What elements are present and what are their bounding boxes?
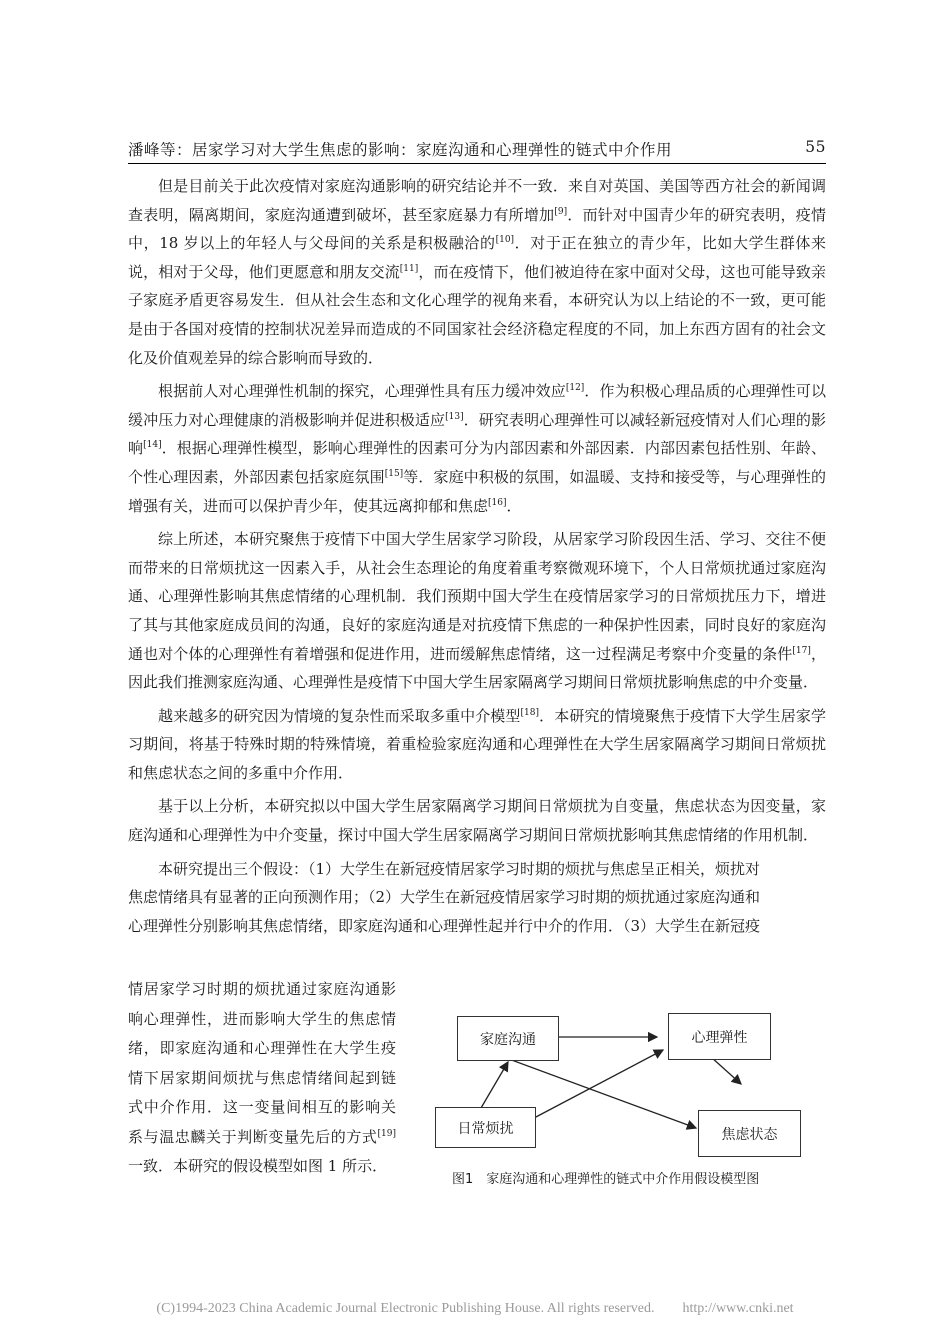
paragraph-text: 等．家庭中积极的氛围，如温暖、支持和接受等，与心理弹性的增强有关，进而可以保护青少年，使其远离抑郁和焦虑 xyxy=(128,467,826,515)
paragraph-text: ．作为积极心理品质的心理弹性可以缓冲压力对心理健康的消极影响并促进积极适应 xyxy=(128,382,826,429)
paragraph-text: 综上所述，本研究聚焦于疫情下中国大学生居家学习阶段，从居家学习阶段因生活、学习、交往不便而带来的日常烦扰这一因素入手，从社会生态理论的角度着重考察微观环境下，个人日常烦扰通过家庭沟通、心理弹性影响其焦虑情绪的心理机制．我们预期中国大学生在疫情居家学习的日常烦扰压力下，增进了其与其他家庭成员间的沟通，良好的家庭沟通是对抗疫情下焦虑的一种保护性因素，同时良好的家庭沟通也对个体的心理弹性有着增强和促进作用，进而缓解焦虑情绪，这一过程满足考察中介变量的条件 xyxy=(128,530,826,663)
citation: [14] xyxy=(143,440,162,451)
citation: [18] xyxy=(520,707,539,718)
citation: [9] xyxy=(554,206,568,217)
hypothesis-line: 本研究提出三个假设：（1）大学生在新冠疫情居家学习时期的烦扰与焦虑呈正相关，烦扰对 xyxy=(158,859,761,878)
paragraph-text: ．本研究的情境聚焦于疫情下大学生居家学习期间，将基于特殊时期的特殊情境，着重检验家庭沟通和心理弹性在大学生居家隔离学习期间日常烦扰和焦虑状态之间的多重中介作用． xyxy=(128,706,826,782)
citation: [10] xyxy=(495,235,515,246)
hypothesis-line: 焦虑情绪具有显著的正向预测作用；（2）大学生在新冠疫情居家学习时期的烦扰通过家庭沟通和 xyxy=(128,888,761,907)
figure-1 xyxy=(426,1000,826,1200)
body-text xyxy=(128,172,826,940)
paragraph xyxy=(128,525,826,697)
paragraph xyxy=(128,702,826,788)
citation: [16] xyxy=(488,497,507,508)
paragraph-text: ．对于正在独立的青少年，比如大学生群体来说，相对于父母，他们更愿意和朋友交流 xyxy=(128,234,826,281)
citation: [19] xyxy=(377,1128,396,1139)
paragraph-text: 基于以上分析，本研究拟以中国大学生居家隔离学习期间日常烦扰为自变量，焦虑状态为因变量，家庭沟通和心理弹性为中介变量，探讨中国大学生居家隔离学习期间日常烦扰影响其焦虑情绪的作用机制． xyxy=(128,797,826,845)
paragraph-text: ． xyxy=(506,496,522,515)
arrow-resilience-to-anxiety xyxy=(711,1057,741,1084)
hypothesis-text: 情居家学习时期的烦扰通过家庭沟通影响心理弹性，进而影响大学生的焦虑情绪，即家庭沟通和心理弹性在大学生疫情下居家期间烦扰与焦虑情绪间起到链式中介作用．这一变量间相互的影响关系与温忠麟关于判断变量先后的方式 xyxy=(128,980,396,1146)
hypothesis-line: 心理弹性分别影响其焦虑情绪，即家庭沟通和心理弹性起并行中介的作用．（3）大学生在新冠疫 xyxy=(128,916,761,935)
hypothesis-text: 一致．本研究的假设模型如图 1 所示． xyxy=(128,1157,388,1175)
paragraph-text: 根据前人对心理弹性机制的探究，心理弹性具有压力缓冲效应 xyxy=(158,382,566,401)
node-daily-hassles: 日常烦扰 xyxy=(435,1107,536,1148)
paragraph-text: 越来越多的研究因为情境的复杂性而采取多重中介模型 xyxy=(158,706,521,725)
paragraph-text: ．而针对中国青少年的研究表明，疫情中，18 岁以上的年轻人与父母间的关系是积极融洽的 xyxy=(128,205,826,253)
citation: [17] xyxy=(792,645,811,656)
paragraph-text: ．根据心理弹性模型，影响心理弹性的因素可分为内部因素和外部因素．内部因素包括性别、年龄、个性心理因素，外部因素包括家庭氛围 xyxy=(128,439,826,486)
paragraph-text: 但是目前关于此次疫情对家庭沟通影响的研究结论并不一致．来自对英国、美国等西方社会的新闻调查表明，隔离期间，家庭沟通遭到破坏，甚至家庭暴力有所增加 xyxy=(128,177,826,224)
paragraph-text: ，因此我们推测家庭沟通、心理弹性是疫情下中国大学生居家隔离学习期间日常烦扰影响焦虑的中介变量． xyxy=(128,644,826,692)
node-family-communication: 家庭沟通 xyxy=(457,1016,559,1061)
figure-caption: 图1 家庭沟通和心理弹性的链式中介作用假设模型图 xyxy=(452,1172,760,1187)
header-rule xyxy=(128,163,826,164)
paragraph-list xyxy=(128,172,826,850)
hypothesis-continuation xyxy=(128,975,396,1182)
paragraph xyxy=(128,377,826,520)
citation: [12] xyxy=(565,383,585,394)
arrow-hassles-to-family xyxy=(481,1062,508,1108)
running-header xyxy=(128,138,826,162)
page-number: 55 xyxy=(805,138,826,156)
citation: [15] xyxy=(384,468,404,479)
paragraph xyxy=(128,172,826,372)
citation: [11] xyxy=(399,263,419,274)
node-anxiety: 焦虑状态 xyxy=(698,1110,801,1157)
citation: [13] xyxy=(445,411,464,422)
header-title: 潘峰等：居家学习对大学生焦虑的影响：家庭沟通和心理弹性的链式中介作用 xyxy=(128,141,673,159)
paragraph xyxy=(128,792,826,849)
copyright-footer: (C)1994-2023 China Academic Journal Electronic Publishing House. All rights reserved. http://www.cnki.net xyxy=(156,1301,794,1316)
paragraph-text: ．研究表明心理弹性可以减轻新冠疫情对人们心理的影响 xyxy=(128,410,826,458)
paragraph-text: ，而在疫情下，他们被迫待在家中面对父母，这也可能导致亲子家庭矛盾更容易发生．但从社会生态和文化心理学的视角来看，本研究认为以上结论的不一致，更可能是由于各国对疫情的控制状况差异而造成的不同国家社会经济稳定程度的不同，加上东西方固有的社会文化及价值观差异的综合影响而导致的． xyxy=(128,262,826,367)
node-resilience: 心理弹性 xyxy=(668,1013,771,1060)
